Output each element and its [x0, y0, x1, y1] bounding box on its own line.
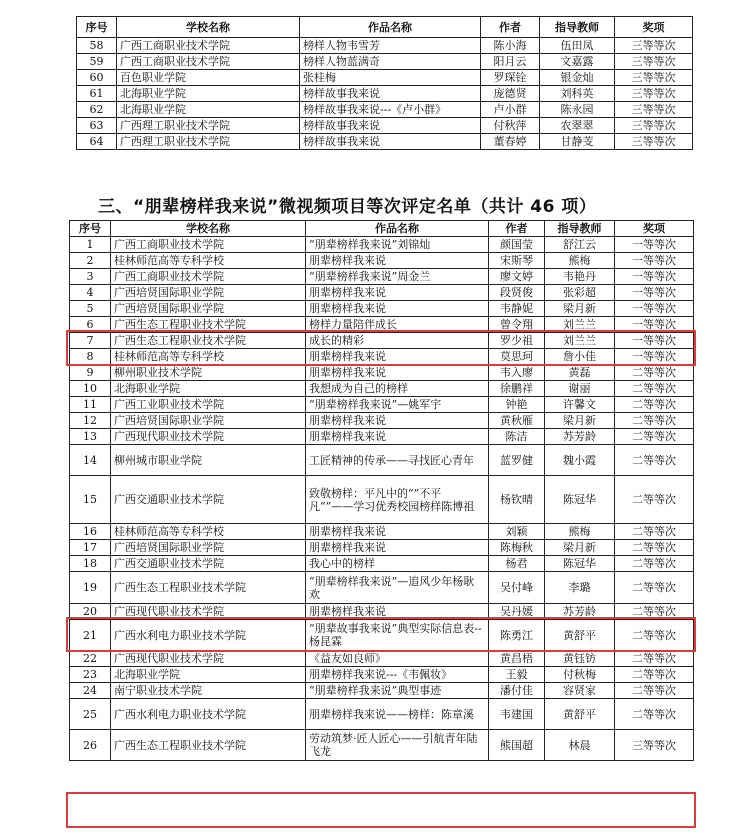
cell-award: 二等等次: [615, 524, 694, 540]
cell-school: 桂林师范高等专科学校: [111, 349, 306, 365]
cell-number: 26: [70, 730, 111, 761]
column-header: 作品名称: [306, 221, 489, 237]
cell-title: 榜样故事我来说: [300, 134, 481, 150]
cell-advisor: 陈永园: [540, 102, 615, 118]
cell-author: 熊国超: [489, 730, 545, 761]
table-row: [77, 38, 693, 54]
cell-title: “朋辈故事我来说”典型实际信息表--杨昆霖: [306, 620, 489, 651]
cell-number: 10: [70, 381, 111, 397]
cell-title: 朋辈榜样我来说: [306, 253, 489, 269]
cell-number: 12: [70, 413, 111, 429]
cell-school: 南宁职业技术学院: [111, 683, 306, 699]
table-row: [70, 730, 694, 761]
cell-author: 段贤俊: [489, 285, 545, 301]
cell-author: 卢小群: [481, 102, 540, 118]
cell-number: 24: [70, 683, 111, 699]
cell-title: 工匠精神的传承——寻找匠心青年: [306, 445, 489, 476]
cell-advisor: 刘兰兰: [545, 317, 615, 333]
column-header: 序号: [77, 17, 117, 38]
cell-school: 广西现代职业技术学院: [111, 651, 306, 667]
table-row: [70, 413, 694, 429]
cell-author: 陈梅秋: [489, 540, 545, 556]
cell-number: 15: [70, 476, 111, 524]
cell-advisor: 刘科英: [540, 86, 615, 102]
table-row: [70, 301, 694, 317]
cell-advisor: 张彩超: [545, 285, 615, 301]
cell-award: 二等等次: [615, 699, 694, 730]
table-previous-section: [76, 16, 693, 150]
cell-advisor: 李璐: [545, 572, 615, 604]
cell-advisor: 韦艳丹: [545, 269, 615, 285]
cell-title: “朋辈榜样我来说”刘锦灿: [306, 237, 489, 253]
cell-title: 榜样故事我来说: [300, 118, 481, 134]
cell-number: 3: [70, 269, 111, 285]
cell-school: 北海职业学院: [111, 667, 306, 683]
cell-author: 付秋萍: [481, 118, 540, 134]
cell-school: 北海职业学院: [111, 381, 306, 397]
cell-author: 徐鹏祥: [489, 381, 545, 397]
cell-author: 罗少祖: [489, 333, 545, 349]
cell-school: 广西交通职业技术学院: [111, 476, 306, 524]
cell-advisor: 谢丽: [545, 381, 615, 397]
cell-school: 广西培贤国际职业学院: [111, 413, 306, 429]
cell-author: 宋斯琴: [489, 253, 545, 269]
cell-advisor: 熊梅: [545, 253, 615, 269]
cell-award: 三等等次: [615, 730, 694, 761]
cell-advisor: 梁月新: [545, 540, 615, 556]
cell-advisor: 农翠翠: [540, 118, 615, 134]
cell-award: 二等等次: [615, 683, 694, 699]
table-row: [77, 54, 693, 70]
cell-school: 广西现代职业技术学院: [111, 604, 306, 620]
cell-author: 陈小海: [481, 38, 540, 54]
cell-advisor: 梁月新: [545, 413, 615, 429]
cell-school: 广西生态工程职业技术学院: [111, 333, 306, 349]
cell-title: 朋辈榜样我来说: [306, 301, 489, 317]
cell-title: 朋辈榜样我来说: [306, 349, 489, 365]
cell-school: 柳州城市职业学院: [111, 445, 306, 476]
cell-number: 19: [70, 572, 111, 604]
cell-school: 广西工商职业技术学院: [111, 269, 306, 285]
cell-advisor: 詹小佳: [545, 349, 615, 365]
table-row: [70, 381, 694, 397]
cell-author: 刘颖: [489, 524, 545, 540]
cell-number: 20: [70, 604, 111, 620]
section-title: 三、“朋辈榜样我来说”微视频项目等次评定名单（共计 46 项）: [98, 197, 597, 217]
cell-school: 百色职业学院: [117, 70, 300, 86]
cell-number: 9: [70, 365, 111, 381]
cell-advisor: 林晨: [545, 730, 615, 761]
cell-award: 一等等次: [615, 349, 694, 365]
cell-title: 朋辈榜样我来说: [306, 365, 489, 381]
cell-school: 广西理工职业技术学院: [117, 134, 300, 150]
column-header: 学校名称: [111, 221, 306, 237]
table-row: [70, 556, 694, 572]
cell-number: 7: [70, 333, 111, 349]
table-row: [70, 445, 694, 476]
cell-school: 广西培贤国际职业学院: [111, 540, 306, 556]
table-row: [70, 333, 694, 349]
cell-award: 一等等次: [615, 317, 694, 333]
cell-advisor: 黄舒平: [545, 620, 615, 651]
cell-advisor: 黄钰钫: [545, 651, 615, 667]
cell-title: 朋辈榜样我来说: [306, 524, 489, 540]
cell-award: 二等等次: [615, 429, 694, 445]
cell-author: 杨钦晴: [489, 476, 545, 524]
cell-number: 8: [70, 349, 111, 365]
cell-advisor: 文嘉露: [540, 54, 615, 70]
cell-award: 一等等次: [615, 333, 694, 349]
cell-title: “朋辈榜样我来说”周金兰: [306, 269, 489, 285]
cell-advisor: 刘兰兰: [545, 333, 615, 349]
cell-school: 北海职业学院: [117, 102, 300, 118]
cell-title: “朋辈榜样我来说”典型事迹: [306, 683, 489, 699]
cell-number: 16: [70, 524, 111, 540]
cell-school: 广西工业职业技术学院: [111, 397, 306, 413]
table-row: [70, 317, 694, 333]
cell-author: 王毅: [489, 667, 545, 683]
cell-author: 杨君: [489, 556, 545, 572]
cell-advisor: 苏芳龄: [545, 429, 615, 445]
table-row: [70, 253, 694, 269]
cell-award: 三等等次: [615, 86, 693, 102]
cell-author: 黄秋雁: [489, 413, 545, 429]
cell-author: 钟艳: [489, 397, 545, 413]
cell-number: 1: [70, 237, 111, 253]
cell-number: 13: [70, 429, 111, 445]
cell-title: “朋辈榜样我来说”—追风少年杨耿欢: [306, 572, 489, 604]
cell-advisor: 甘静芰: [540, 134, 615, 150]
cell-award: 三等等次: [615, 134, 693, 150]
cell-school: 桂林师范高等专科学校: [111, 524, 306, 540]
cell-award: 二等等次: [615, 381, 694, 397]
table-row: [70, 667, 694, 683]
cell-author: 吴丹媛: [489, 604, 545, 620]
cell-award: 一等等次: [615, 253, 694, 269]
table-row: [77, 134, 693, 150]
table-row: [77, 102, 693, 118]
cell-award: 二等等次: [615, 651, 694, 667]
table-row: [70, 349, 694, 365]
cell-advisor: 魏小霞: [545, 445, 615, 476]
cell-school: 柳州职业技术学院: [111, 365, 306, 381]
cell-number: 61: [77, 86, 117, 102]
cell-title: 我心中的榜样: [306, 556, 489, 572]
cell-school: 广西生态工程职业技术学院: [111, 730, 306, 761]
column-header: 作品名称: [300, 17, 481, 38]
cell-award: 三等等次: [615, 54, 693, 70]
cell-author: 颜国莹: [489, 237, 545, 253]
cell-author: 韦静妮: [489, 301, 545, 317]
cell-number: 60: [77, 70, 117, 86]
cell-number: 25: [70, 699, 111, 730]
cell-number: 63: [77, 118, 117, 134]
table-row: [70, 429, 694, 445]
cell-school: 广西培贤国际职业学院: [111, 285, 306, 301]
cell-school: 广西培贤国际职业学院: [111, 301, 306, 317]
cell-advisor: 陈冠华: [545, 556, 615, 572]
cell-number: 62: [77, 102, 117, 118]
cell-advisor: 付秋梅: [545, 667, 615, 683]
cell-award: 三等等次: [615, 70, 693, 86]
cell-advisor: 黄舒平: [545, 699, 615, 730]
cell-school: 北海职业学院: [117, 86, 300, 102]
table-row: [70, 699, 694, 730]
cell-award: 一等等次: [615, 237, 694, 253]
cell-advisor: 伍田凤: [540, 38, 615, 54]
cell-number: 64: [77, 134, 117, 150]
cell-award: 二等等次: [615, 445, 694, 476]
cell-school: 广西水利电力职业技术学院: [111, 699, 306, 730]
cell-school: 广西生态工程职业技术学院: [111, 317, 306, 333]
cell-advisor: 银金灿: [540, 70, 615, 86]
table-micro-video-awards: [69, 220, 694, 761]
cell-award: 二等等次: [615, 365, 694, 381]
cell-school: 广西交通职业技术学院: [111, 556, 306, 572]
cell-school: 桂林师范高等专科学校: [111, 253, 306, 269]
column-header: 奖项: [615, 221, 694, 237]
cell-title: 朋辈榜样我来说---《韦佩妆》: [306, 667, 489, 683]
column-header: 指导教师: [540, 17, 615, 38]
cell-number: 59: [77, 54, 117, 70]
cell-advisor: 苏芳龄: [545, 604, 615, 620]
cell-title: 榜样故事我来说: [300, 86, 481, 102]
cell-school: 广西现代职业技术学院: [111, 429, 306, 445]
table-header-row: [70, 221, 694, 237]
table-row: [70, 285, 694, 301]
column-header: 作者: [489, 221, 545, 237]
cell-advisor: 熊梅: [545, 524, 615, 540]
cell-number: 58: [77, 38, 117, 54]
cell-author: 陈洁: [489, 429, 545, 445]
cell-award: 二等等次: [615, 667, 694, 683]
table-row: [70, 476, 694, 524]
cell-award: 二等等次: [615, 620, 694, 651]
table-row: [70, 237, 694, 253]
column-header: 指导教师: [545, 221, 615, 237]
cell-number: 21: [70, 620, 111, 651]
cell-award: 二等等次: [615, 413, 694, 429]
cell-title: “朋辈榜样我来说”—姚军宇: [306, 397, 489, 413]
cell-award: 二等等次: [615, 556, 694, 572]
cell-title: 朋辈榜样我来说: [306, 540, 489, 556]
cell-title: 榜样人物蓝满奇: [300, 54, 481, 70]
cell-award: 三等等次: [615, 102, 693, 118]
cell-advisor: 舒江云: [545, 237, 615, 253]
cell-title: 榜样故事我来说---《卢小群》: [300, 102, 481, 118]
cell-author: 罗琛铨: [481, 70, 540, 86]
table-row: [77, 70, 693, 86]
cell-school: 广西工商职业技术学院: [111, 237, 306, 253]
cell-title: 榜样力量陪伴成长: [306, 317, 489, 333]
cell-title: 榜样人物韦雪芳: [300, 38, 481, 54]
table-row: [70, 540, 694, 556]
cell-number: 18: [70, 556, 111, 572]
cell-award: 二等等次: [615, 397, 694, 413]
cell-author: 潘付佳: [489, 683, 545, 699]
cell-number: 4: [70, 285, 111, 301]
cell-author: 莫思珂: [489, 349, 545, 365]
cell-school: 广西理工职业技术学院: [117, 118, 300, 134]
cell-author: 庞德贤: [481, 86, 540, 102]
column-header: 作者: [481, 17, 540, 38]
column-header: 学校名称: [117, 17, 300, 38]
cell-title: 劳动筑梦·匠人匠心——引航青年陆飞龙: [306, 730, 489, 761]
cell-award: 一等等次: [615, 285, 694, 301]
cell-number: 23: [70, 667, 111, 683]
cell-author: 阳月云: [481, 54, 540, 70]
cell-award: 三等等次: [615, 38, 693, 54]
cell-number: 11: [70, 397, 111, 413]
cell-number: 22: [70, 651, 111, 667]
cell-title: 朋辈榜样我来说: [306, 413, 489, 429]
table-row: [70, 651, 694, 667]
cell-advisor: 容贤家: [545, 683, 615, 699]
cell-award: 二等等次: [615, 604, 694, 620]
cell-advisor: 陈冠华: [545, 476, 615, 524]
cell-author: 黄昌梧: [489, 651, 545, 667]
cell-award: 一等等次: [615, 301, 694, 317]
cell-author: 董春婷: [481, 134, 540, 150]
table-row: [70, 269, 694, 285]
cell-title: 张桂梅: [300, 70, 481, 86]
cell-title: 我想成为自己的榜样: [306, 381, 489, 397]
cell-advisor: 黄磊: [545, 365, 615, 381]
cell-author: 曾令翔: [489, 317, 545, 333]
cell-title: 成长的精彩: [306, 333, 489, 349]
cell-number: 5: [70, 301, 111, 317]
table-row: [70, 683, 694, 699]
cell-author: 韦建国: [489, 699, 545, 730]
cell-school: 广西生态工程职业技术学院: [111, 572, 306, 604]
cell-number: 14: [70, 445, 111, 476]
table-row: [70, 397, 694, 413]
cell-advisor: 梁月新: [545, 301, 615, 317]
table-row: [77, 118, 693, 134]
table-row: [70, 524, 694, 540]
cell-number: 17: [70, 540, 111, 556]
cell-award: 二等等次: [615, 476, 694, 524]
cell-school: 广西水利电力职业技术学院: [111, 620, 306, 651]
column-header: 序号: [70, 221, 111, 237]
column-header: 奖项: [615, 17, 693, 38]
cell-title: 朋辈榜样我来说: [306, 285, 489, 301]
cell-title: 致敬榜样：平凡中的“”不平凡“”——学习优秀校园榜样陈博祖: [306, 476, 489, 524]
table-row: [77, 86, 693, 102]
table-row: [70, 620, 694, 651]
highlight-box: [66, 792, 696, 828]
cell-author: 吴付峰: [489, 572, 545, 604]
cell-advisor: 许馨文: [545, 397, 615, 413]
table-row: [70, 572, 694, 604]
cell-title: 朋辈榜样我来说——榜样：陈章溪: [306, 699, 489, 730]
cell-title: 朋辈榜样我来说: [306, 604, 489, 620]
cell-author: 陈勇江: [489, 620, 545, 651]
cell-award: 三等等次: [615, 118, 693, 134]
cell-title: 朋辈榜样我来说: [306, 429, 489, 445]
cell-number: 2: [70, 253, 111, 269]
cell-award: 二等等次: [615, 540, 694, 556]
table-row: [70, 365, 694, 381]
cell-award: 一等等次: [615, 269, 694, 285]
cell-author: 廖文婷: [489, 269, 545, 285]
cell-school: 广西工商职业技术学院: [117, 54, 300, 70]
table-row: [70, 604, 694, 620]
cell-author: 韦入廖: [489, 365, 545, 381]
cell-author: 蓝罗健: [489, 445, 545, 476]
table-header-row: [77, 17, 693, 38]
cell-award: 二等等次: [615, 572, 694, 604]
cell-title: 《益友如良师》: [306, 651, 489, 667]
cell-school: 广西工商职业技术学院: [117, 38, 300, 54]
cell-number: 6: [70, 317, 111, 333]
